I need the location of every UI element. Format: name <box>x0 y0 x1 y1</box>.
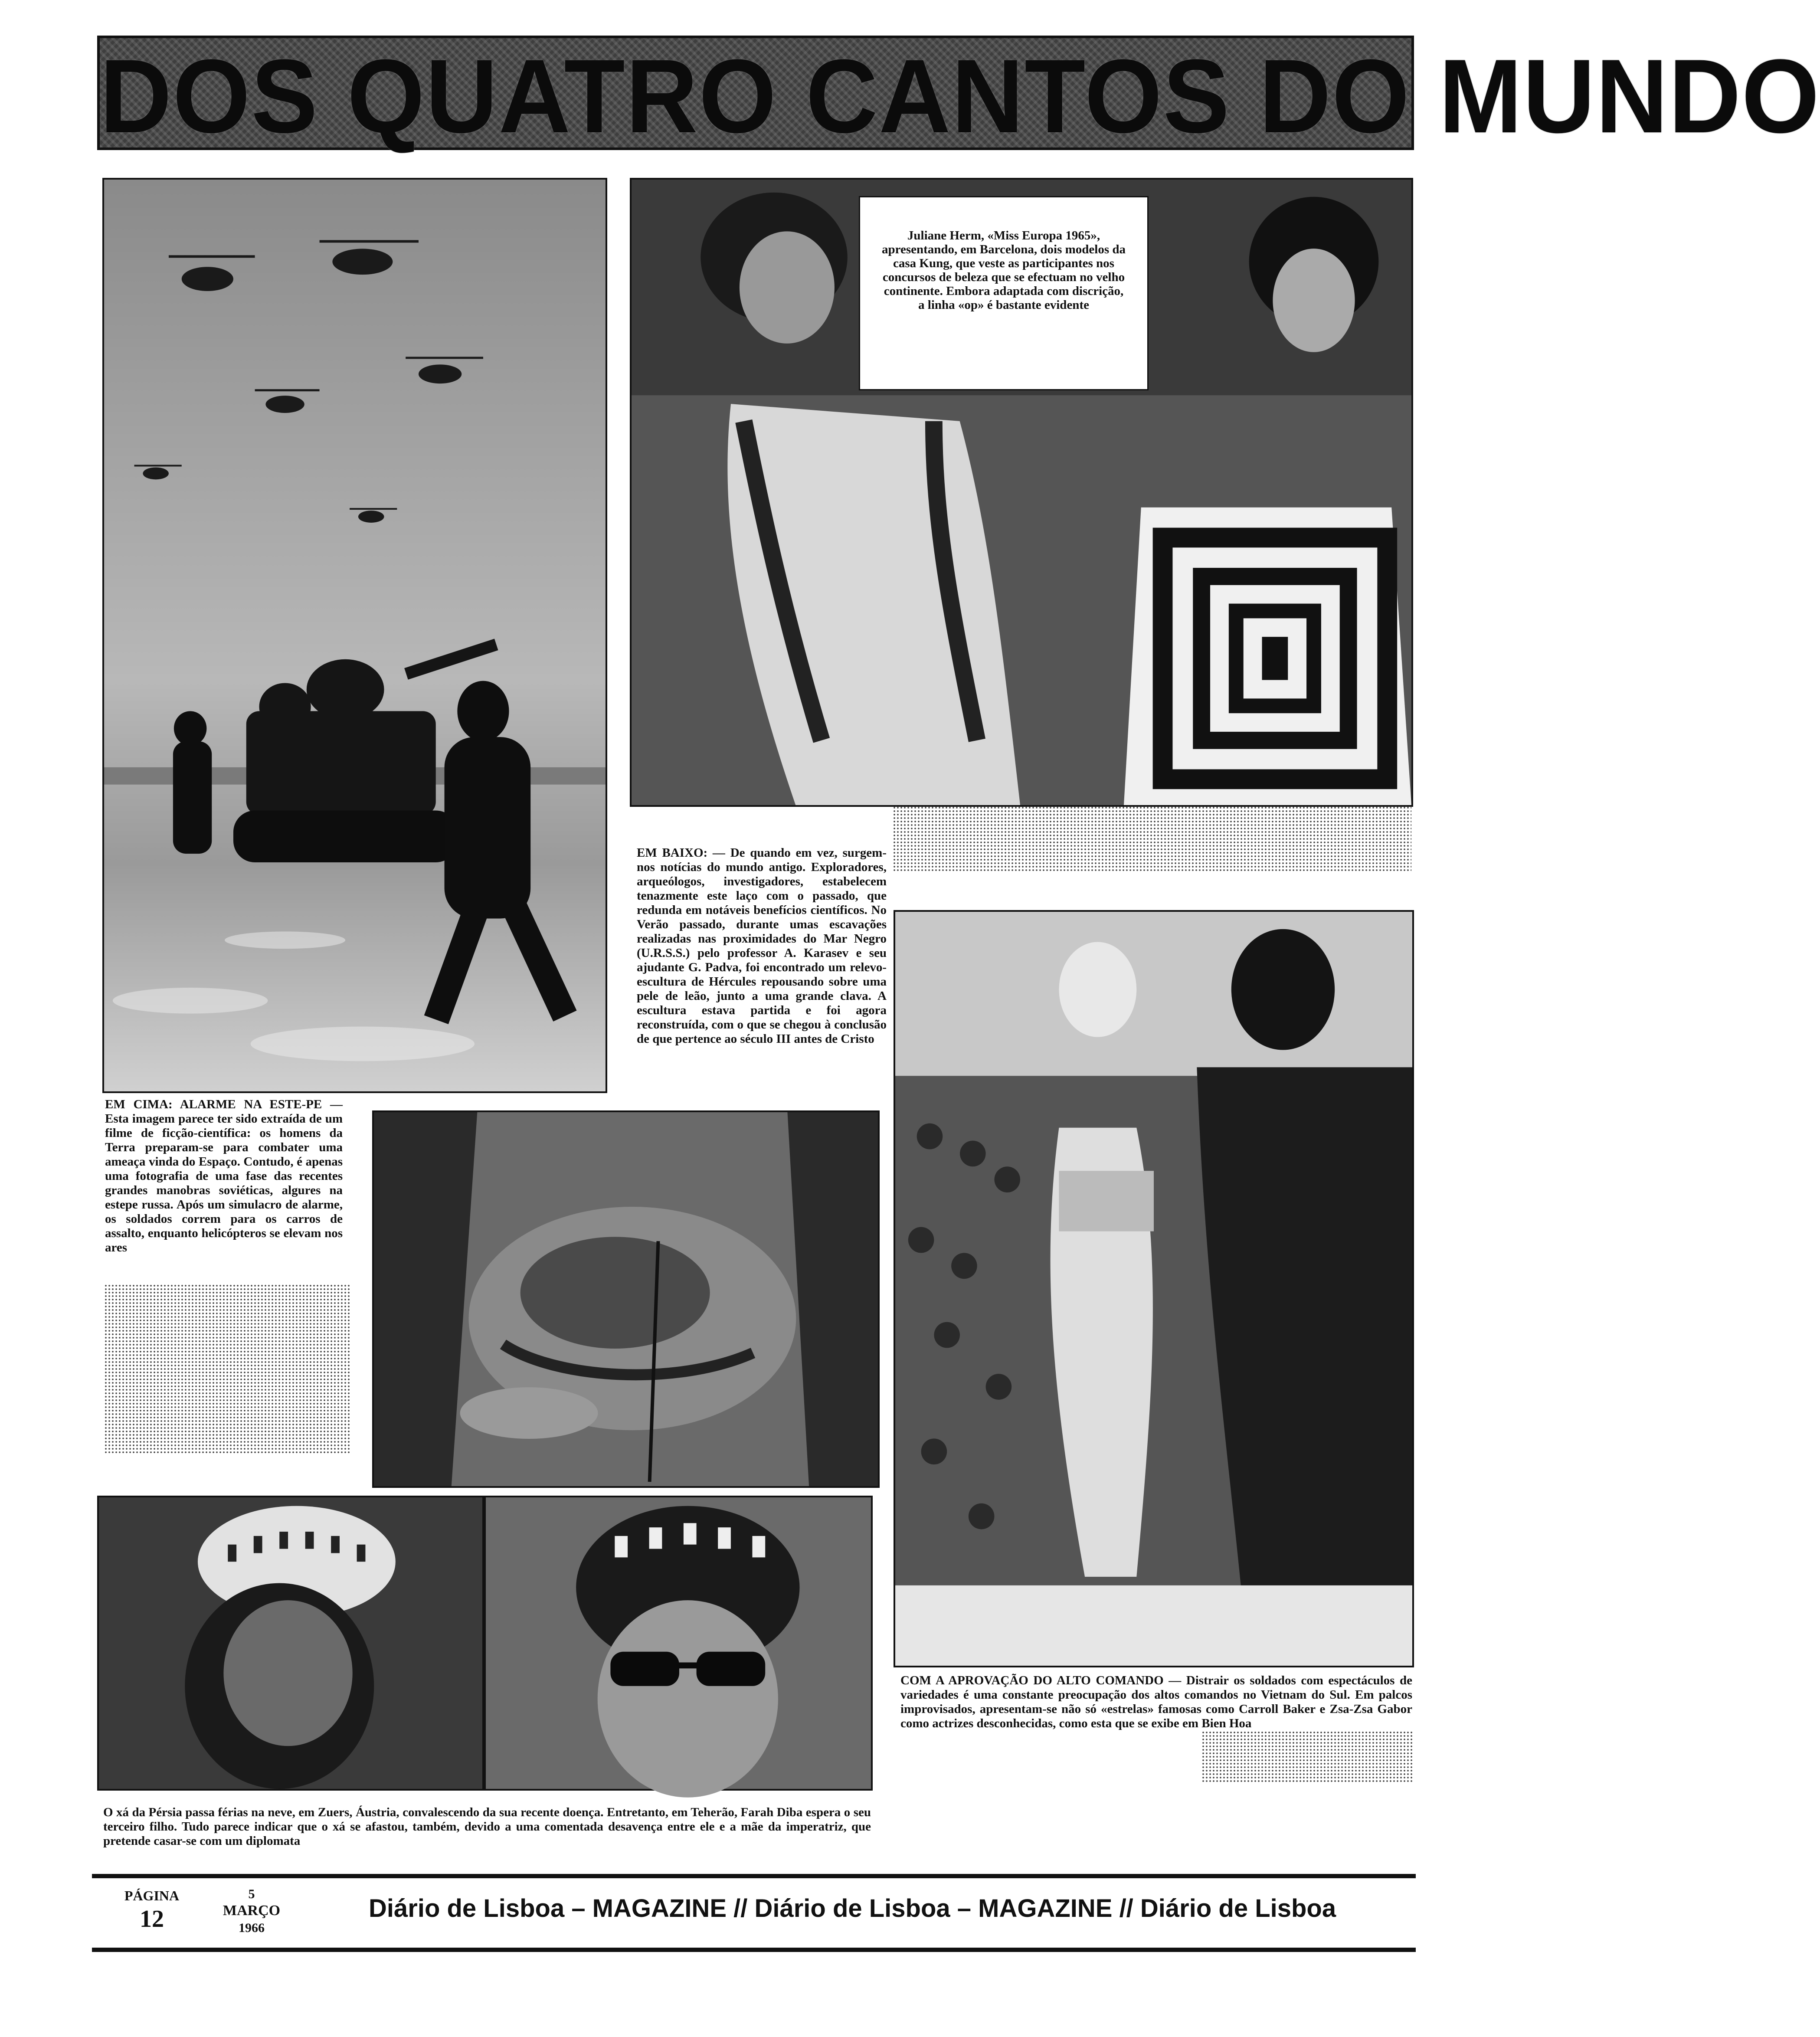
caption-em-cima-lead: EM CIMA: ALARME NA ESTE-PE — <box>105 1097 343 1111</box>
footer-year: 1966 <box>239 1921 265 1935</box>
footer-rule-top <box>92 1874 1416 1878</box>
halftone-block-left <box>104 1284 351 1453</box>
caption-alto-comando-body: Distrair os soldados com espectáculos de variedades é uma constante preocupação dos altos comandos no Vietnam do Sul. Em palcos improvisados, apresentam-se não só «estrelas» famosas como Carroll Baker e Zsa-Zsa Gabor como actrizes desconhecidas, como esta que se exibe em Bien Hoa <box>900 1673 1413 1730</box>
caption-em-cima <box>105 1097 343 1255</box>
caption-xa-persia-text: O xá da Pérsia passa férias na neve, em Zuers, Áustria, convalescendo da sua recente doença. Entretanto, em Teherão, Farah Diba espera o seu terceiro filho. Tudo parece indicar que o xá se afastou, também, devido a uma comentada desavença entre ele e a mãe da imperatriz, que pretende casar-se com um diplomata <box>103 1805 871 1848</box>
caption-em-baixo-lead: EM BAIXO: — <box>637 846 725 860</box>
footer-day: 5 <box>248 1887 255 1901</box>
photo-shah-right <box>484 1496 873 1791</box>
caption-alto-comando <box>900 1673 1412 1731</box>
masthead-banner <box>97 36 1820 155</box>
halftone-strip-top <box>893 806 1411 871</box>
caption-em-cima-body: Esta imagem parece ter sido extraída de um filme de ficção-científica: os homens da Terra preparam-se para combater uma ameaça vinda do Espaço. Contudo, é apenas uma fotografia de uma fase das recentes grandes manobras soviéticas, algures na estepe russa. Após um simulacro de alarme, os soldados correm para os carros de assalto, enquanto helicópteros se elevam nos ares <box>105 1112 343 1254</box>
masthead-title: DOS QUATRO CANTOS DO MUNDO <box>100 37 1820 155</box>
photo-hercules-relief <box>372 1110 880 1488</box>
footer-page-number: 12 <box>140 1906 164 1932</box>
caption-xa-persia <box>103 1805 871 1848</box>
caption-miss-europa <box>859 196 1149 390</box>
photo-soviet-manoeuvres <box>102 178 607 1093</box>
caption-alto-comando-lead: COM A APROVAÇÃO DO ALTO COMANDO — <box>900 1673 1182 1687</box>
photo-shah-left <box>97 1496 484 1791</box>
footer-month: MARÇO <box>223 1903 281 1919</box>
footer-page-label: PÁGINA <box>124 1888 180 1903</box>
halftone-strip-right <box>1201 1731 1413 1783</box>
caption-em-baixo-body: De quando em vez, surgem-nos notícias do mundo antigo. Exploradores, arqueólogos, investigadores, estabelecem tenazmente este laço com o passado, que redunda em notáveis benefícios científicos. No Verão passado, durante umas escavações realizadas nas proximidades do Mar Negro (U.R.S.S.) pelo professor A. Karasev e seu ajudante G. Padva, foi encontrado um relevo-escultura de Hércules repousando sobre uma pele de leão, junto a uma grande clava. A escultura estava partida e foi agora reconstruída, com o que se chegou à conclusão de que pertence ao século III antes de Cristo <box>637 846 887 1046</box>
photo-vietnam-show <box>894 910 1414 1667</box>
caption-miss-europa-text: Juliane Herm, «Miss Europa 1965», apresentando, em Barcelona, dois modelos da casa Kung, que veste as participantes nos concursos de beleza que se efectuam no velho continente. Embora adaptada com discrição, a linha «op» é bastante evidente <box>881 229 1126 312</box>
footer-rule-bottom <box>92 1948 1416 1952</box>
footer-magazine-line: Diário de Lisboa – MAGAZINE // Diário de Lisboa – MAGAZINE // Diário de Lisboa <box>369 1894 1336 1922</box>
caption-em-baixo <box>637 846 887 1046</box>
